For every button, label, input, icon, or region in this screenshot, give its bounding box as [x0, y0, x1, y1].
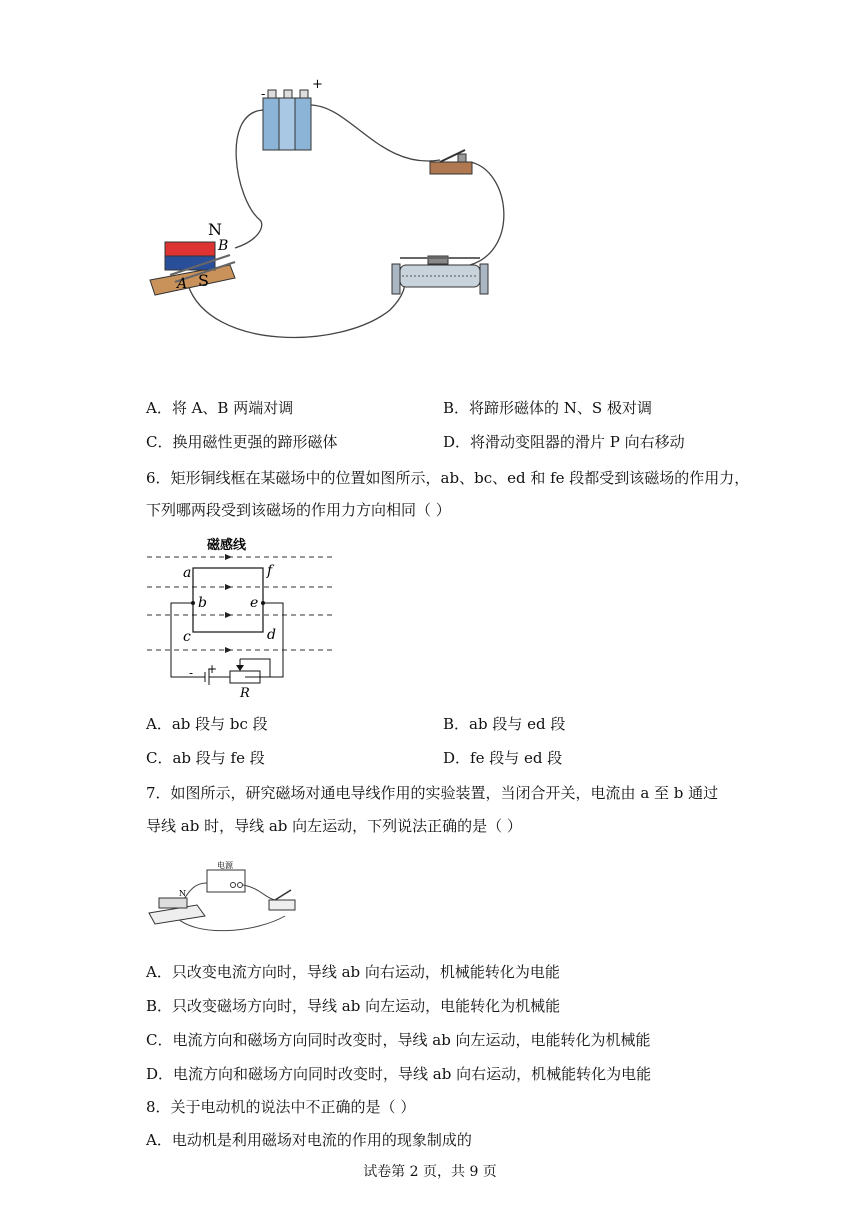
q6-stem-line2: 下列哪两段受到该磁场的作用力方向相同（ ）	[146, 501, 451, 519]
q6-option-c: C．ab 段与 fe 段	[146, 749, 265, 767]
q5-option-c: C．换用磁性更强的蹄形磁体	[146, 433, 338, 451]
q8-stem: 8．关于电动机的说法中不正确的是（ ）	[146, 1098, 416, 1116]
q6-field-figure	[145, 535, 345, 701]
q6-option-b: B．ab 段与 ed 段	[443, 715, 566, 733]
magnet-s-label: S	[198, 271, 209, 290]
rheostat-icon	[392, 256, 488, 294]
resistor-r-label: R	[240, 686, 250, 701]
end-a-label: A	[177, 276, 188, 292]
battery-minus-label: -	[261, 87, 266, 102]
q7-option-a: A．只改变电流方向时，导线 ab 向右运动，机械能转化为电能	[146, 963, 560, 981]
q7-option-d: D．电流方向和磁场方向同时改变时，导线 ab 向右运动，机械能转化为电能	[146, 1065, 652, 1083]
battery-plus-label: +	[312, 77, 323, 92]
magnet-n-label: N	[179, 889, 186, 898]
point-f-label: f	[267, 563, 273, 579]
q7-apparatus-figure	[145, 858, 315, 943]
page-footer: 试卷第 2 页，共 9 页	[363, 1164, 497, 1180]
q7-stem-line1: 7．如图所示，研究磁场对通电导线作用的实验装置，当闭合开关，电流由 a 至 b 通过	[146, 784, 719, 802]
power-label: 电源	[217, 861, 233, 870]
field-lines-label: 磁感线	[207, 538, 247, 553]
point-e-label: e	[250, 595, 259, 611]
q7-option-c: C．电流方向和磁场方向同时改变时，导线 ab 向左运动，电能转化为机械能	[146, 1031, 651, 1049]
battery-icon	[261, 77, 323, 150]
q5-option-d: D．将滑动变阻器的滑片 P 向右移动	[443, 433, 685, 451]
battery-plus-label: +	[207, 662, 218, 676]
q5-option-a: A．将 A、B 两端对调	[146, 399, 294, 417]
q7-stem-line2: 导线 ab 时，导线 ab 向左运动，下列说法正确的是（ ）	[146, 817, 522, 835]
q6-option-a: A．ab 段与 bc 段	[146, 715, 268, 733]
switch-icon	[430, 150, 472, 174]
magnet-n-label: N	[208, 220, 222, 239]
battery-minus-label: -	[189, 666, 194, 680]
point-b-label: b	[198, 595, 207, 611]
point-a-label: a	[183, 565, 192, 581]
horseshoe-magnet-icon	[150, 220, 235, 295]
q5-option-b: B．将蹄形磁体的 N、S 极对调	[443, 399, 652, 417]
q7-option-b: B．只改变磁场方向时，导线 ab 向左运动，电能转化为机械能	[146, 997, 561, 1015]
q6-stem-line1: 6．矩形铜线框在某磁场中的位置如图所示，ab、bc、ed 和 fe 段都受到该磁场的作用力，	[146, 469, 750, 487]
end-b-label: B	[218, 238, 229, 254]
q6-option-d: D．fe 段与 ed 段	[443, 749, 563, 767]
point-c-label: c	[183, 629, 191, 645]
q5-circuit-figure	[140, 70, 540, 370]
q8-option-a: A．电动机是利用磁场对电流的作用的现象制成的	[146, 1131, 472, 1149]
point-d-label: d	[267, 627, 276, 643]
